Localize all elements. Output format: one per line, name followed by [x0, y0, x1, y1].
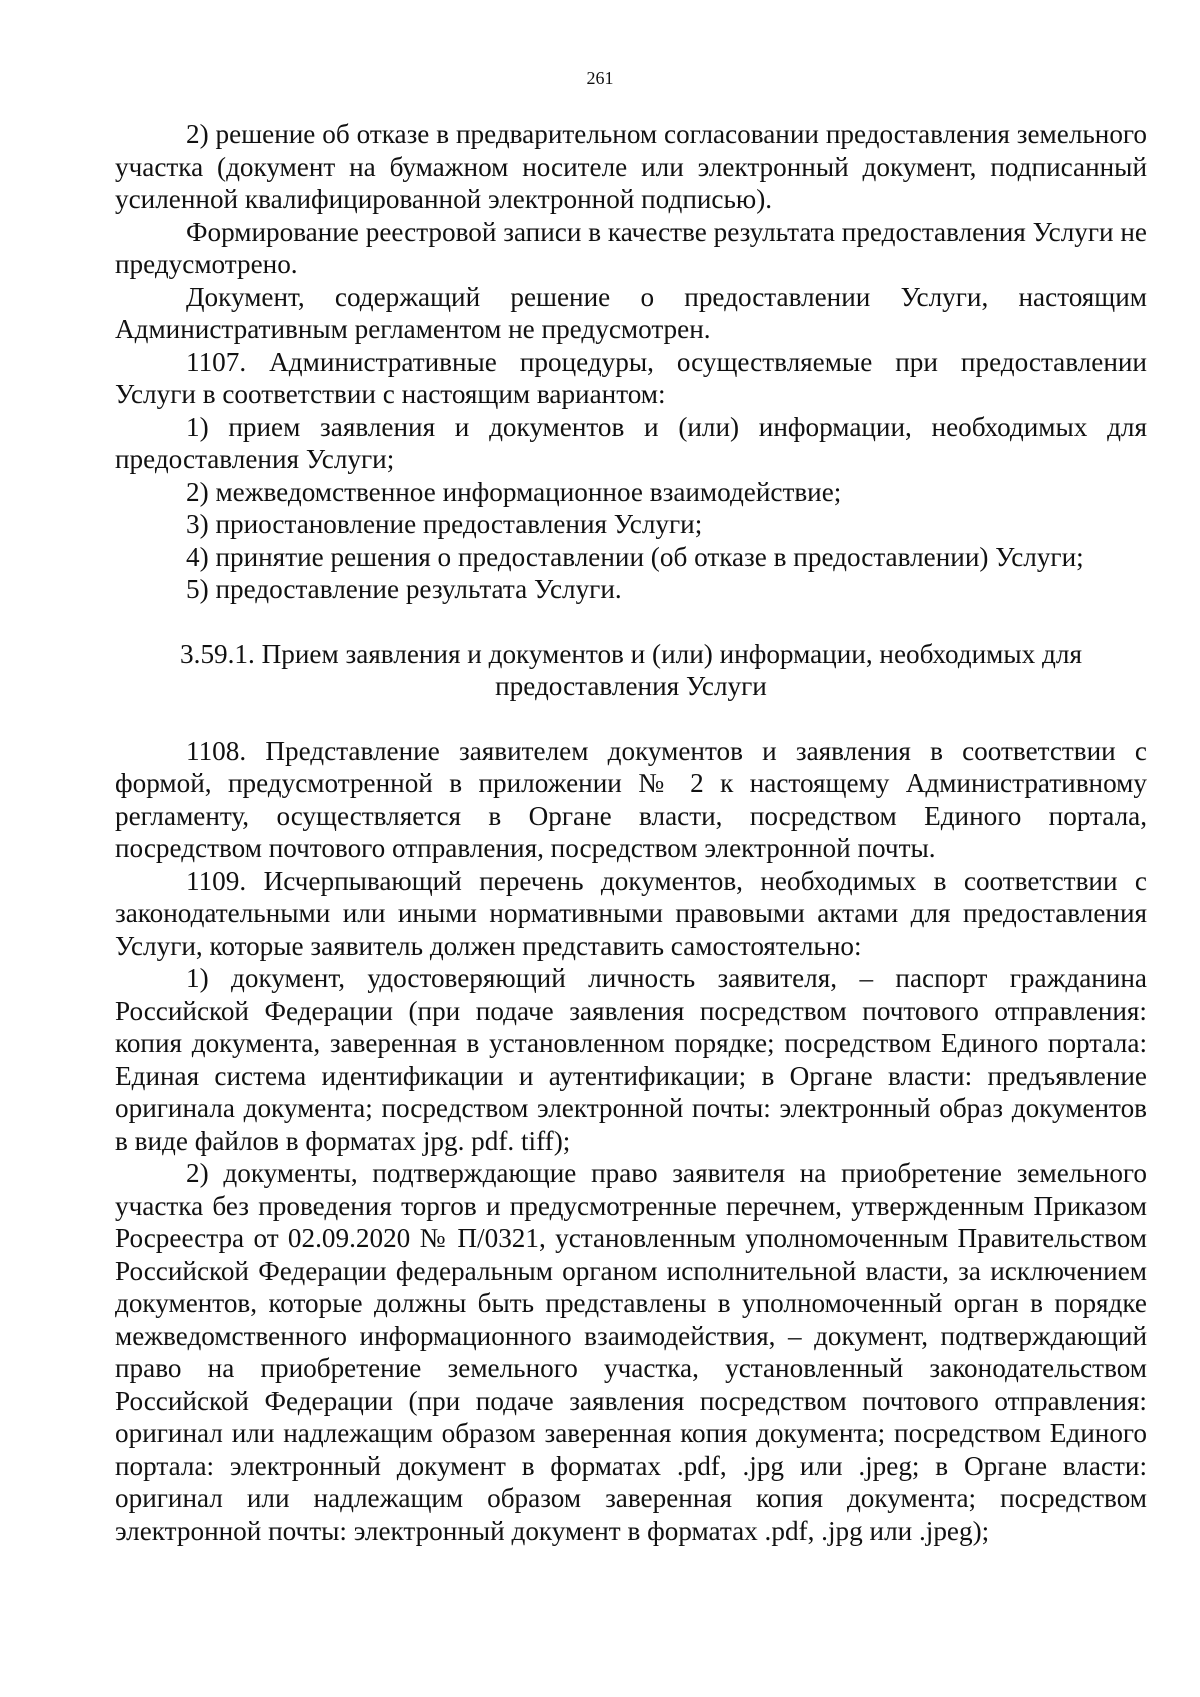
list-item-procedure-5: 5) предоставление результата Услуги.	[186, 574, 622, 604]
paragraph-registry-record: Формирование реестровой записи в качестве результата предоставления Услуги не предусмотрено.	[115, 216, 1147, 279]
list-item-document-1: 1) документ, удостоверяющий личность заявителя, – паспорт гражданина Российской Федерации (при подаче заявления посредством почтового отправления: копия документа, заверенная в установленном порядке; посредством Единого портала: Единая система идентификации и аутентификации; в Органе власти: предъявление оригинала документа; посредством электронной почты: электронный образ документов в виде файлов в форматах jpg. pdf. tiff);	[115, 963, 1147, 1156]
list-item-procedure-3: 3) приостановление предоставления Услуги;	[186, 509, 703, 539]
paragraph-decision-refusal: 2) решение об отказе в предварительном согласовании предоставления земельного участка (документ на бумажном носителе или электронный документ, подписанный усиленной квалифицированной электронной подписью).	[115, 119, 1147, 214]
list-item-procedure-1: 1) прием заявления и документов и (или) информации, необходимых для предоставления Услуги;	[115, 411, 1147, 474]
paragraph-1108: 1108. Представление заявителем документов и заявления в соответствии с формой, предусмотренной в приложении № 2 к настоящему Административному регламенту, осуществляется в Органе власти, посредством Единого портала, посредством почтового отправления, посредством электронной почты.	[115, 735, 1147, 863]
section-heading: 3.59.1. Прием заявления и документов и (или) информации, необходимых для предоставления Услуги	[180, 638, 1082, 701]
list-item-document-2: 2) документы, подтверждающие право заявителя на приобретение земельного участка без проведения торгов и предусмотренные перечнем, утвержденным Приказом Росреестра от 02.09.2020 № П/0321, установленным уполномоченным Правительством Российской Федерации федеральным органом исполнительной власти, за исключением документов, которые должны быть представлены в уполномоченный орган в порядке межведомственного информационного взаимодействия, – документ, подтверждающий право на приобретение земельного участка, установленный законодательством Российской Федерации (при подаче заявления посредством почтового отправления: оригинал или надлежащим образом заверенная копия документа; посредством Единого портала: электронный документ в форматах .pdf, .jpg или .jpeg; в Органе власти: оригинал или надлежащим образом заверенная копия документа; посредством электронной почты: электронный документ в форматах .pdf, .jpg или .jpeg);	[115, 1158, 1147, 1546]
document-body	[115, 118, 1147, 1547]
paragraph-decision-document: Документ, содержащий решение о предоставлении Услуги, настоящим Административным регламентом не предусмотрен.	[115, 281, 1147, 344]
page-number: 261	[586, 68, 614, 88]
paragraph-1107: 1107. Административные процедуры, осуществляемые при предоставлении Услуги в соответствии с настоящим вариантом:	[115, 346, 1147, 409]
list-item-procedure-2: 2) межведомственное информационное взаимодействие;	[186, 476, 842, 507]
paragraph-1109: 1109. Исчерпывающий перечень документов, необходимых в соответствии с законодательными или иными нормативными правовыми актами для предоставления Услуги, которые заявитель должен представить самостоятельно:	[115, 865, 1147, 961]
list-item-procedure-4: 4) принятие решения о предоставлении (об отказе в предоставлении) Услуги;	[186, 541, 1084, 572]
